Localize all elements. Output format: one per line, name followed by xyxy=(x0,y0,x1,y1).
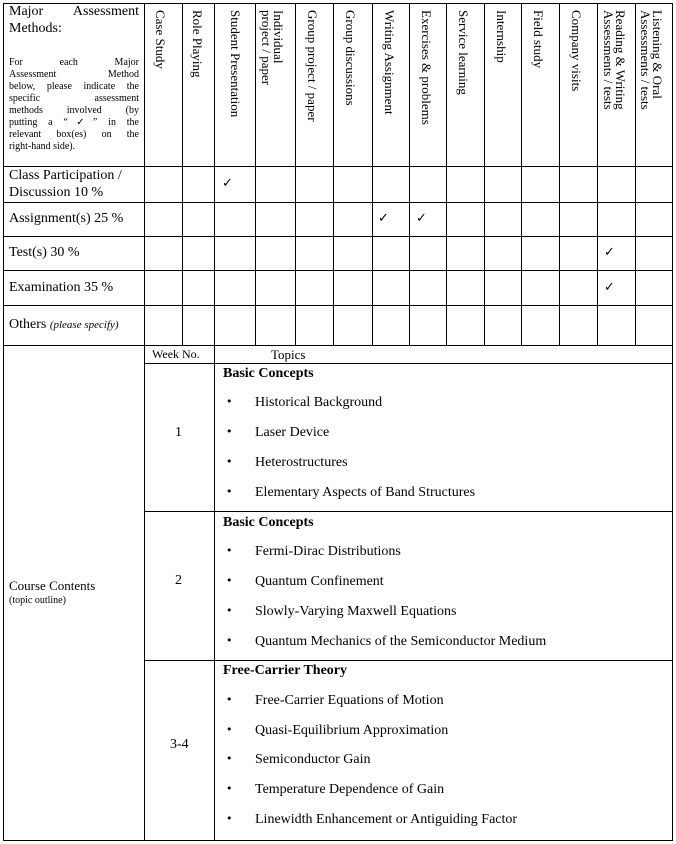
col-header-reading-writing: Reading & Writing Assessments / tests xyxy=(601,10,628,110)
topic-item: • Elementary Aspects of Band Structures xyxy=(226,485,475,501)
course-contents-sublabel: (topic outline) xyxy=(9,595,66,606)
assessment-title-line2: Methods: xyxy=(9,21,62,36)
check-mark-icon: ✓ xyxy=(604,245,615,260)
border-right xyxy=(672,3,673,841)
col-header-individual-project: Individual project / paper xyxy=(259,10,286,86)
topic-heading: Basic Concepts xyxy=(223,515,314,530)
topic-item: • Quantum Confinement xyxy=(226,574,384,590)
col-header-writing-assignment: Writing Assignment xyxy=(382,10,397,115)
col-line xyxy=(214,3,215,840)
topic-item: • Linewidth Enhancement or Antiguiding Factor xyxy=(226,812,517,828)
instruction-line: Assessment Method xyxy=(9,69,139,80)
col-header-field-study: Field study xyxy=(531,10,546,69)
col-line xyxy=(182,3,183,345)
row-line xyxy=(3,202,673,203)
week-number: 3-4 xyxy=(170,737,189,752)
check-mark-icon: ✓ xyxy=(604,280,615,295)
col-line xyxy=(597,3,598,345)
topic-item: • Fermi-Dirac Distributions xyxy=(226,544,401,560)
col-header-company-visits: Company visits xyxy=(569,10,584,92)
check-mark-icon: ✓ xyxy=(378,211,389,226)
col-line xyxy=(333,3,334,345)
col-line xyxy=(446,3,447,345)
instruction-line: putting a “✓” in the xyxy=(9,117,139,128)
col-line xyxy=(521,3,522,345)
week-header: Week No. xyxy=(152,347,200,361)
topic-item: • Laser Device xyxy=(226,425,329,441)
instruction-line: specific assessment xyxy=(9,93,139,104)
col-header-service-learning: Service learning xyxy=(456,10,471,95)
row-label-examination: Examination 35 % xyxy=(9,280,114,295)
course-contents-label: Course Contents xyxy=(9,578,96,593)
border-bottom xyxy=(3,840,673,841)
topic-item: • Heterostructures xyxy=(226,455,348,471)
col-header-listening-oral: Listening & Oral Assessments / tests xyxy=(638,10,665,110)
topic-item: • Free-Carrier Equations of Motion xyxy=(226,693,444,709)
row-label-others: Others (please specify) xyxy=(9,317,119,332)
row-label-tests: Test(s) 30 % xyxy=(9,245,80,260)
col-header-case-study: Case Study xyxy=(153,10,168,69)
check-mark-icon: ✓ xyxy=(416,211,427,226)
topics-header: Topics xyxy=(271,347,306,362)
topic-heading: Basic Concepts xyxy=(223,366,314,381)
row-line xyxy=(3,270,673,271)
row-line xyxy=(144,660,673,661)
row-label-class-participation: Class Participation / Discussion 10 % xyxy=(9,168,122,200)
col-line xyxy=(409,3,410,345)
row-line xyxy=(144,363,673,364)
topic-item: • Temperature Dependence of Gain xyxy=(226,782,444,798)
instruction-line: methods involved (by xyxy=(9,105,139,116)
row-line xyxy=(3,236,673,237)
check-mark-icon: ✓ xyxy=(222,176,233,191)
col-line xyxy=(559,3,560,345)
col-line xyxy=(372,3,373,345)
col-line xyxy=(295,3,296,345)
topic-item: • Quantum Mechanics of the Semiconductor Medium xyxy=(226,634,546,650)
topic-item: • Slowly-Varying Maxwell Equations xyxy=(226,604,456,620)
row-label-assignments: Assignment(s) 25 % xyxy=(9,211,124,226)
col-header-group-project: Group project / paper xyxy=(305,10,320,122)
instruction-line: For each Major xyxy=(9,57,139,68)
row-line xyxy=(3,305,673,306)
topic-item: • Semiconductor Gain xyxy=(226,752,370,768)
col-line xyxy=(484,3,485,345)
topic-heading: Free-Carrier Theory xyxy=(223,663,348,678)
week-number: 2 xyxy=(175,573,182,588)
row-line xyxy=(144,511,673,512)
col-line xyxy=(635,3,636,345)
col-line xyxy=(255,3,256,345)
topic-item: • Historical Background xyxy=(226,395,382,411)
col-header-group-discussions: Group discussions xyxy=(343,10,358,106)
week-number: 1 xyxy=(175,425,182,440)
border-left xyxy=(3,3,4,841)
col-header-exercises-problems: Exercises & problems xyxy=(419,10,434,125)
instruction-line: right-hand side). xyxy=(9,141,76,152)
instruction-line: below, please indicate the xyxy=(9,81,139,92)
col-header-role-playing: Role Playing xyxy=(190,10,205,78)
col-header-internship: Internship xyxy=(494,10,509,63)
instruction-line: relevant box(es) on the xyxy=(9,129,139,140)
topic-item: • Quasi-Equilibrium Approximation xyxy=(226,723,448,739)
col-line xyxy=(144,3,145,840)
col-header-student-presentation: Student Presentation xyxy=(228,10,243,118)
assessment-title-line1: Major Assessment xyxy=(9,4,139,19)
row-line xyxy=(3,345,673,346)
